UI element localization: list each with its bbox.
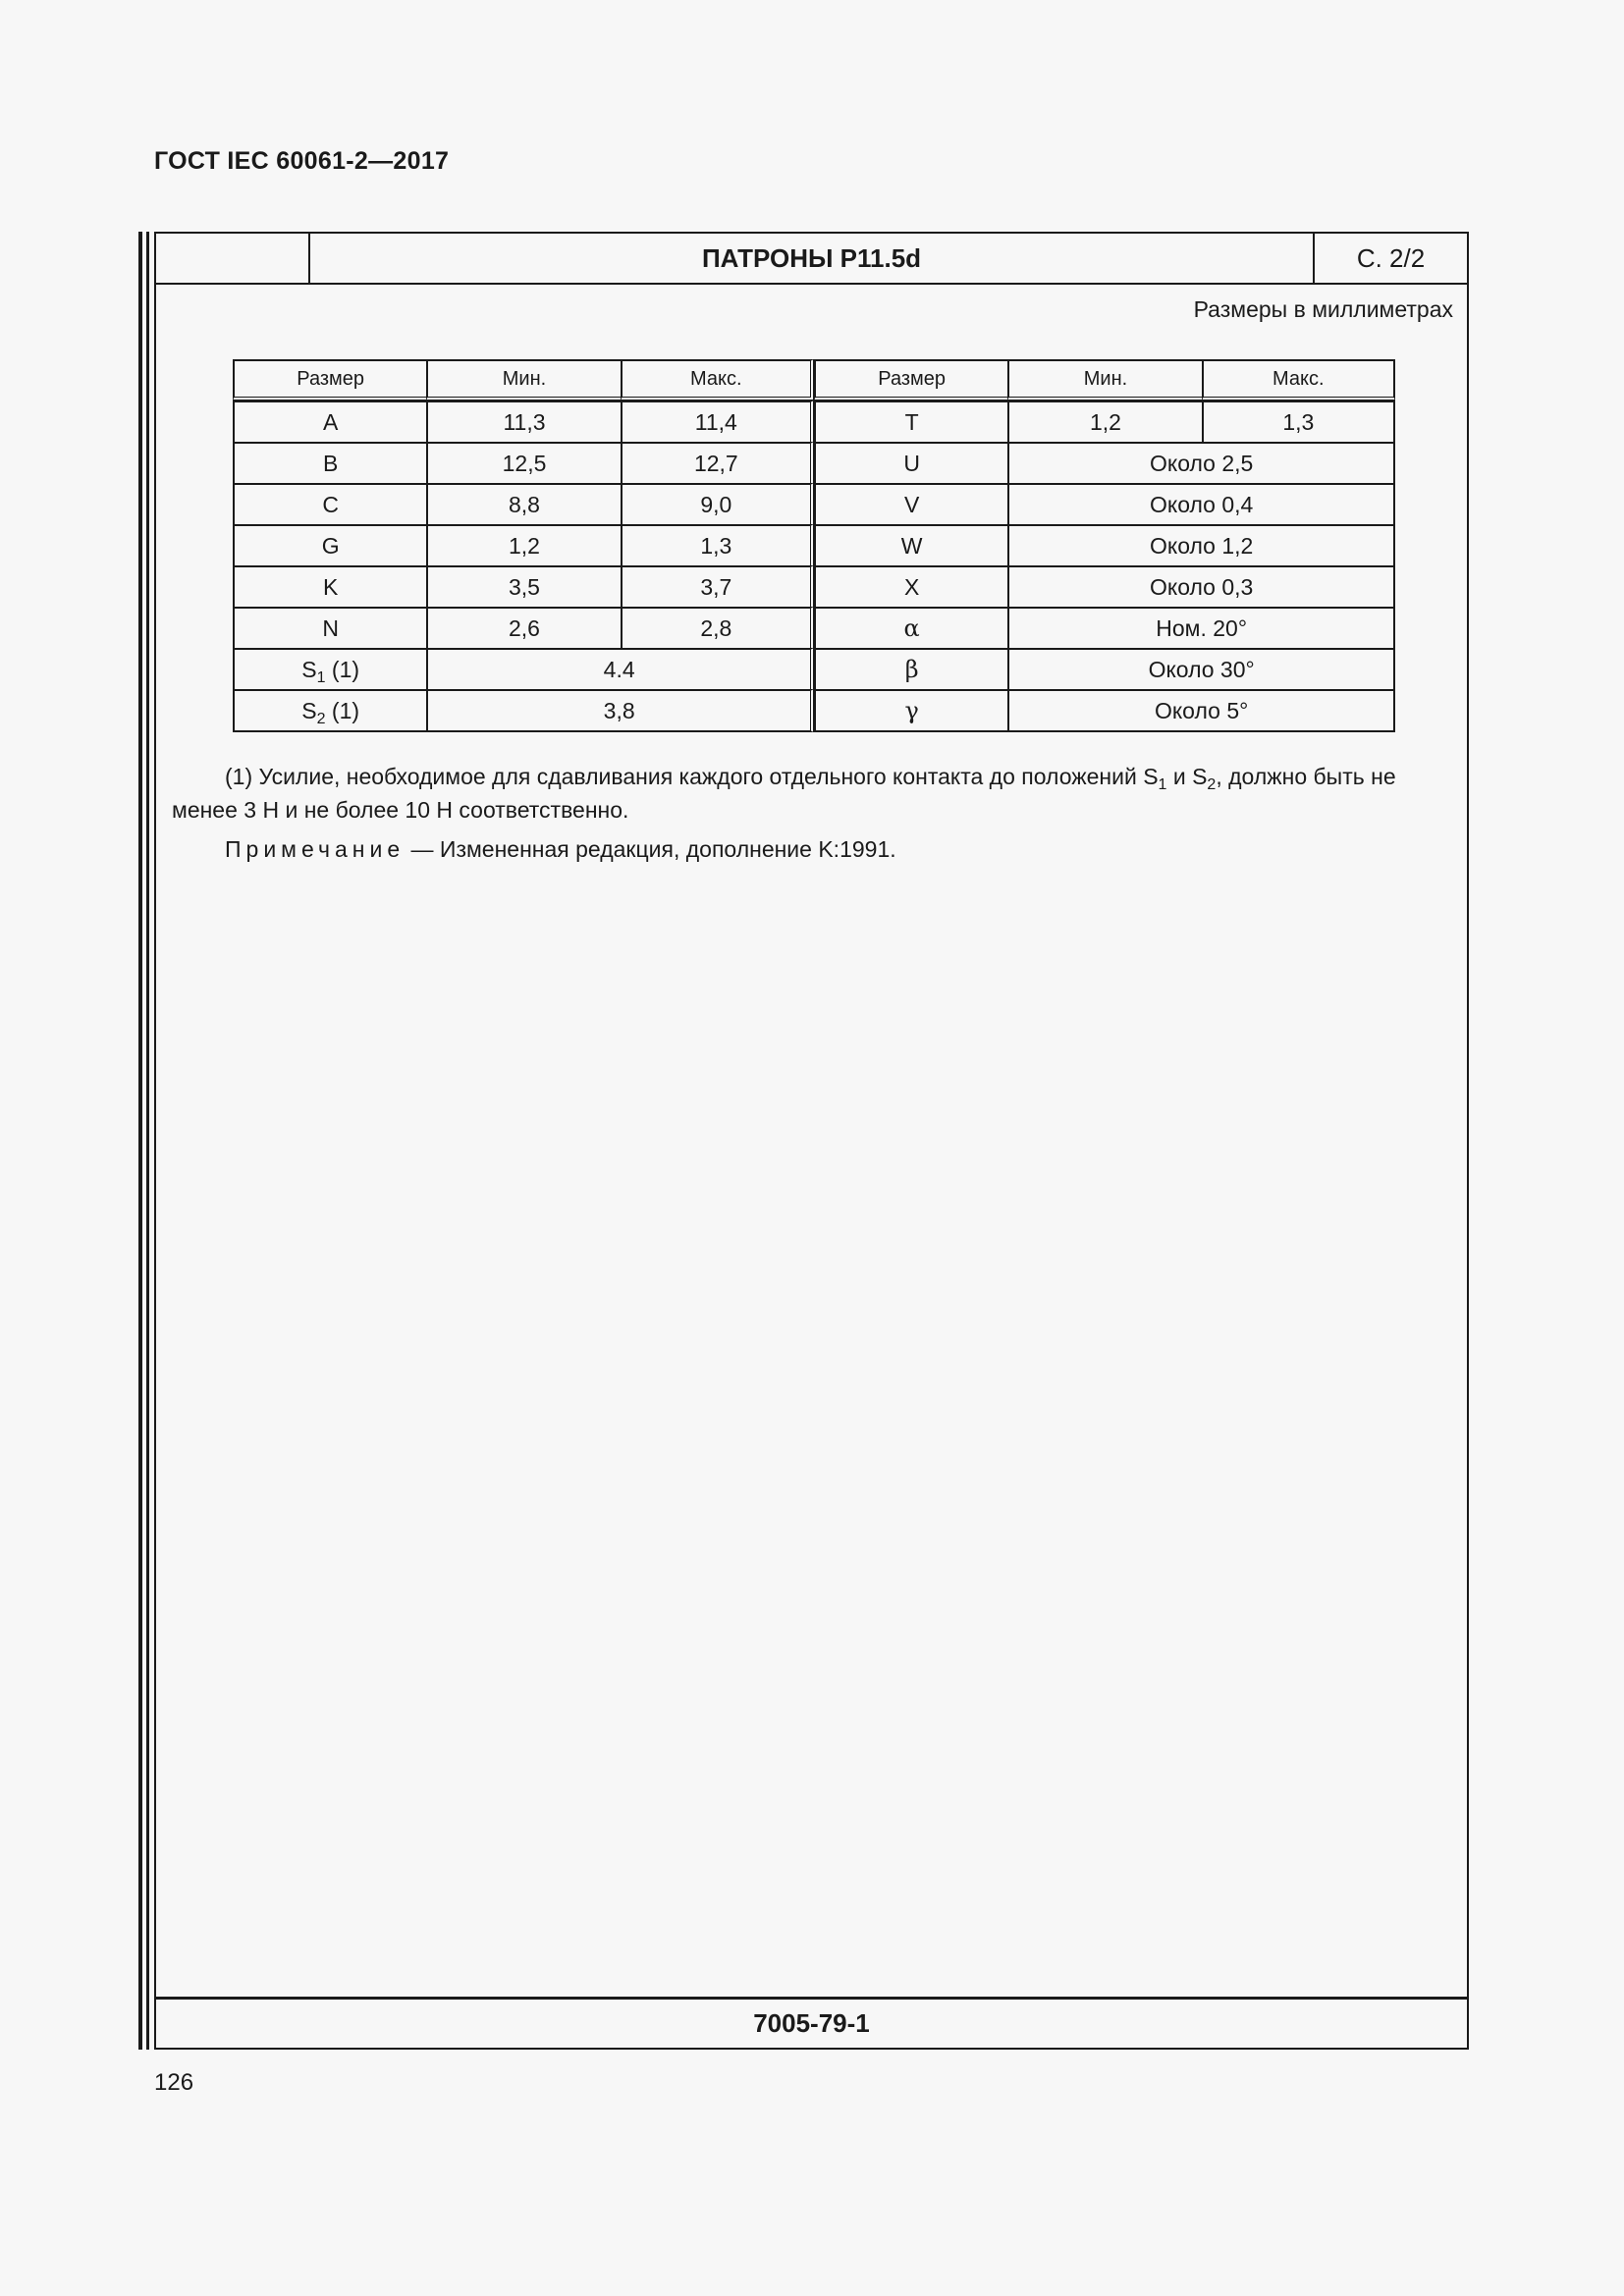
dimension-label: K <box>322 573 339 600</box>
dimension-cell <box>233 400 426 442</box>
value-cell: Около 1,2 <box>1007 524 1395 565</box>
min-cell: 12,5 <box>426 442 620 483</box>
min-cell: 2,6 <box>426 607 620 648</box>
dimension-cell: γ <box>814 689 1007 732</box>
dimension-subscript: 2 <box>316 710 326 727</box>
dimension-cell <box>233 483 426 524</box>
dimension-label: S <box>301 697 317 723</box>
remark <box>225 836 896 863</box>
frame-bar-outer <box>138 232 142 2050</box>
table-row <box>233 689 1395 732</box>
footnote <box>172 760 1453 827</box>
value-cell: Около 0,4 <box>1007 483 1395 524</box>
frame-bar-inner <box>146 232 149 2050</box>
dimension-label: S <box>301 656 317 682</box>
value-cell: Около 5° <box>1007 689 1395 732</box>
value-cell: Около 30° <box>1007 648 1395 689</box>
min-cell: 1,2 <box>1007 400 1201 442</box>
sheet-page-ref: С. 2/2 <box>1313 234 1467 283</box>
dimension-cell: U <box>814 442 1007 483</box>
value-cell: 3,8 <box>426 689 814 732</box>
table-row <box>233 565 1395 607</box>
max-cell: 1,3 <box>1202 400 1395 442</box>
max-cell: 3,7 <box>621 565 814 607</box>
table-row <box>233 400 1395 442</box>
value-cell: 4.4 <box>426 648 814 689</box>
footnote-subscript: 2 <box>1207 776 1217 793</box>
dimension-cell: V <box>814 483 1007 524</box>
dimensions-table <box>233 359 1395 732</box>
remark-text: Измененная редакция, дополнение K:1991. <box>439 836 896 862</box>
dimension-footnote-ref: (1) <box>325 656 360 682</box>
units-note: Размеры в миллиметрах <box>1193 296 1453 322</box>
max-cell: 12,7 <box>621 442 814 483</box>
dimension-cell: X <box>814 565 1007 607</box>
header-cell: Макс. <box>1202 359 1395 400</box>
value-cell: Ном. 20° <box>1007 607 1395 648</box>
dimension-label: G <box>321 532 340 559</box>
remark-dash: — <box>405 836 440 862</box>
remark-label: Примечание <box>225 836 406 862</box>
table-row <box>233 648 1395 689</box>
min-cell: 11,3 <box>426 400 620 442</box>
dimension-cell <box>233 565 426 607</box>
dimension-cell: T <box>814 400 1007 442</box>
dimension-cell <box>233 524 426 565</box>
dimension-cell <box>233 607 426 648</box>
dimension-cell <box>233 442 426 483</box>
dimension-label: N <box>322 614 339 641</box>
dimension-cell: α <box>814 607 1007 648</box>
sheet-title: ПАТРОНЫ P11.5d <box>701 243 922 273</box>
max-cell: 1,3 <box>621 524 814 565</box>
header-cell: Размер <box>233 359 426 400</box>
min-cell: 8,8 <box>426 483 620 524</box>
table-row <box>233 442 1395 483</box>
sheet-code: 7005-79-1 <box>156 1997 1467 2048</box>
table-row <box>233 607 1395 648</box>
dimension-footnote-ref: (1) <box>325 697 360 723</box>
sheet-frame <box>154 232 1469 2050</box>
title-row <box>156 234 1467 285</box>
min-cell: 1,2 <box>426 524 620 565</box>
page-number: 126 <box>154 2069 194 2096</box>
table-header-row <box>233 359 1395 400</box>
dimension-label: A <box>322 408 339 435</box>
footnote-text: (1) Усилие, необходимое для сдавливания каждого отдельного контакта до положений S <box>225 764 1159 789</box>
dimension-cell <box>233 689 426 732</box>
table-row <box>233 524 1395 565</box>
dimension-cell <box>233 648 426 689</box>
min-cell: 3,5 <box>426 565 620 607</box>
header-cell: Мин. <box>426 359 620 400</box>
footnote-subscript: 1 <box>1158 776 1167 793</box>
value-cell: Около 2,5 <box>1007 442 1395 483</box>
header-cell: Размер <box>814 359 1007 400</box>
dimension-cell: β <box>814 648 1007 689</box>
dimension-label: B <box>322 450 339 476</box>
max-cell: 9,0 <box>621 483 814 524</box>
table-row <box>233 483 1395 524</box>
max-cell: 2,8 <box>621 607 814 648</box>
dimension-label: C <box>322 491 339 517</box>
header-cell: Макс. <box>621 359 814 400</box>
header-cell: Мин. <box>1007 359 1201 400</box>
dimension-cell: W <box>814 524 1007 565</box>
max-cell: 11,4 <box>621 400 814 442</box>
footnote-text: и S <box>1166 764 1208 789</box>
footnote-text: , должно быть не менее 3 Н и не более 10 Н соответственно. <box>172 764 1396 823</box>
value-cell: Около 0,3 <box>1007 565 1395 607</box>
dimension-subscript: 1 <box>316 668 326 686</box>
document-header: ГОСТ IEC 60061-2—2017 <box>154 147 450 175</box>
title-left-cell <box>156 234 310 283</box>
